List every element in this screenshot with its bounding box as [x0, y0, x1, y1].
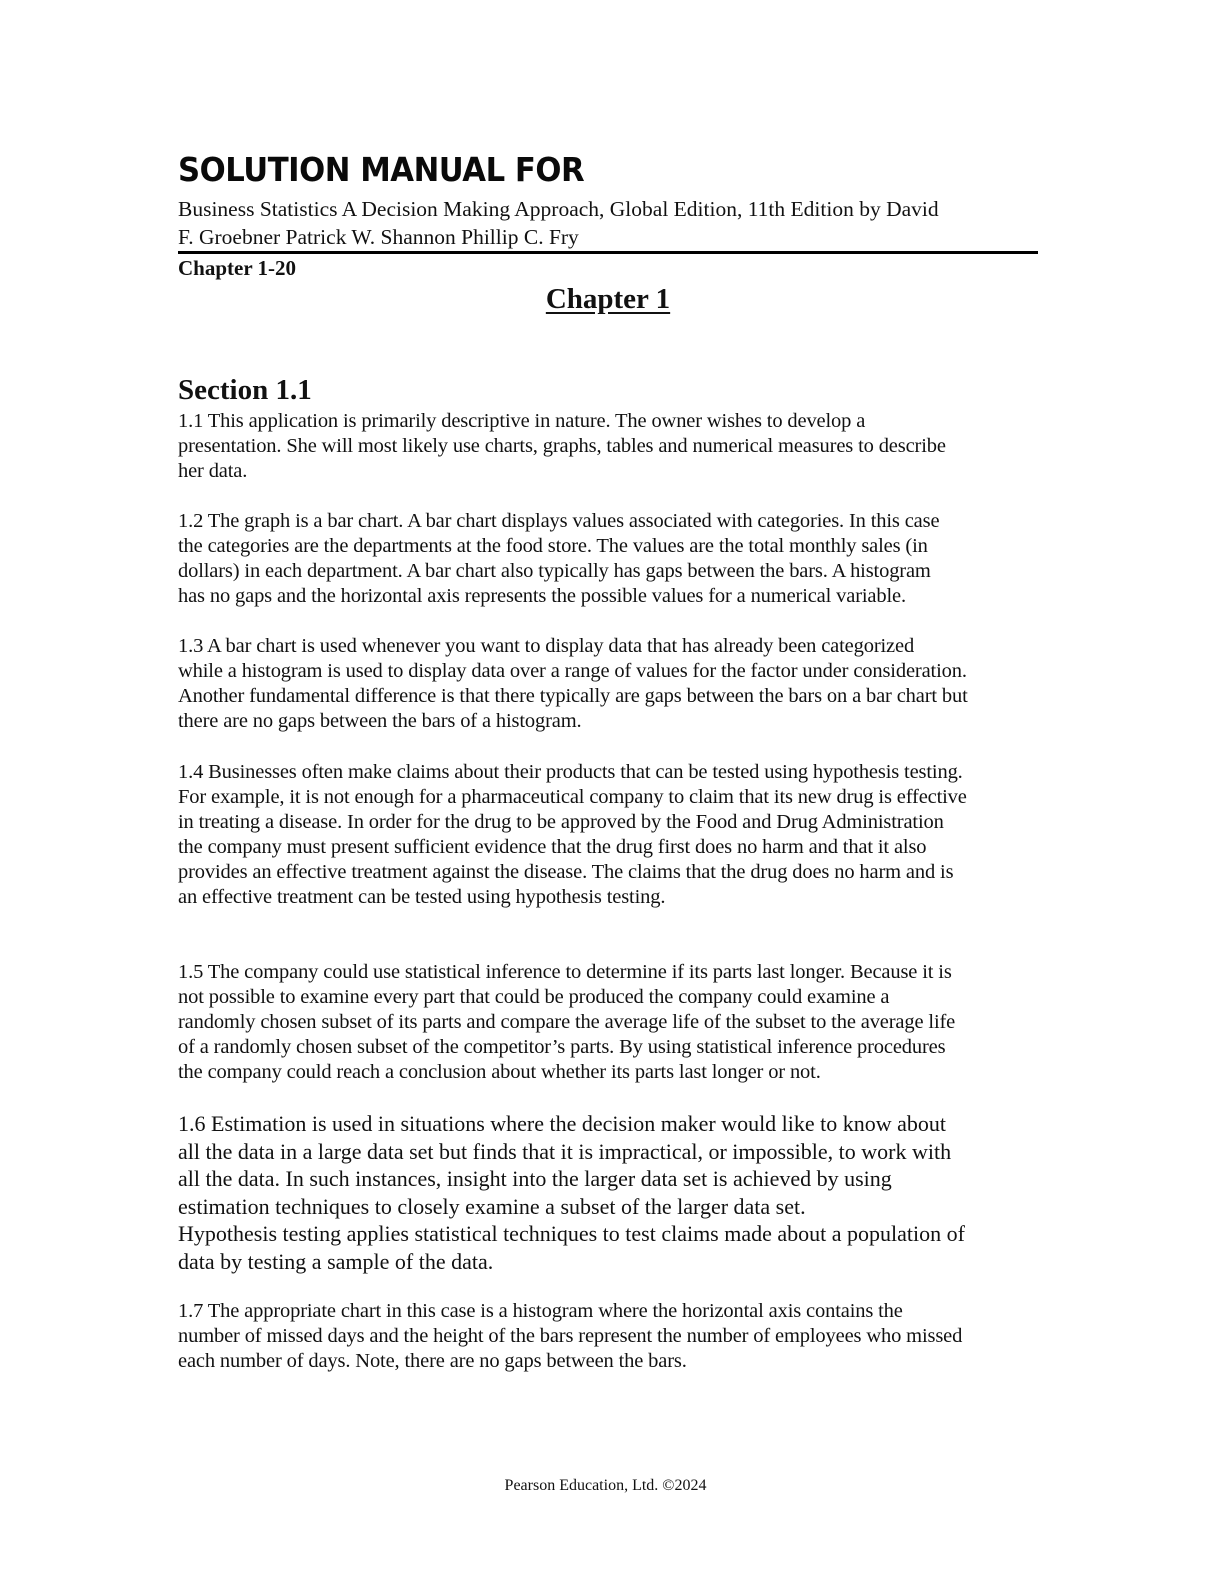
- paragraph-line: 1.4 Businesses often make claims about their products that can be tested using hypothesis testing.: [178, 761, 963, 783]
- paragraph-line: each number of days. Note, there are no gaps between the bars.: [178, 1350, 687, 1372]
- book-title-line: Business Statistics A Decision Making Approach, Global Edition, 11th Edition by David: [178, 197, 939, 221]
- answer-paragraph-1-6: [178, 1110, 1040, 1275]
- paragraph-line: 1.1 This application is primarily descriptive in nature. The owner wishes to develop a: [178, 410, 866, 432]
- paragraph-line: randomly chosen subset of its parts and compare the average life of the subset to the average life: [178, 1011, 956, 1033]
- book-title-line: F. Groebner Patrick W. Shannon Phillip C. Fry: [178, 225, 579, 249]
- paragraph-line: the company could reach a conclusion about whether its parts last longer or not.: [178, 1061, 821, 1083]
- document-page: [178, 0, 1038, 1584]
- paragraph-line: the company must present sufficient evidence that the drug first does no harm and that it also: [178, 836, 927, 858]
- paragraph-line: 1.2 The graph is a bar chart. A bar chart displays values associated with categories. In this case: [178, 510, 940, 532]
- paragraph-line: 1.5 The company could use statistical inference to determine if its parts last longer. Because it is: [178, 961, 952, 983]
- paragraph-line: 1.3 A bar chart is used whenever you want to display data that has already been categorized: [178, 635, 915, 657]
- paragraph-line: dollars) in each department. A bar chart also typically has gaps between the bars. A histogram: [178, 560, 931, 582]
- paragraph-line: of a randomly chosen subset of the competitor’s parts. By using statistical inference procedures: [178, 1036, 946, 1058]
- paragraph-line: has no gaps and the horizontal axis represents the possible values for a numerical variable.: [178, 585, 906, 607]
- answer-paragraph-1-4: [178, 760, 1040, 910]
- answer-paragraph-1-2: [178, 509, 1040, 609]
- paragraph-line: all the data in a large data set but finds that it is impractical, or impossible, to work with: [178, 1138, 952, 1164]
- paragraph-line: her data.: [178, 460, 248, 482]
- paragraph-line: the categories are the departments at the food store. The values are the total monthly sales (in: [178, 535, 928, 557]
- chapter-range: Chapter 1-20: [178, 256, 297, 280]
- answer-paragraph-1-3: [178, 634, 1040, 734]
- paragraph-line: not possible to examine every part that could be produced the company could examine a: [178, 986, 890, 1008]
- page-footer: Pearson Education, Ltd. ©2024: [504, 1477, 707, 1494]
- paragraph-line: 1.6 Estimation is used in situations where the decision maker would like to know about: [178, 1111, 947, 1136]
- paragraph-line: there are no gaps between the bars of a histogram.: [178, 710, 582, 732]
- answer-paragraph-1-1: [178, 409, 1040, 484]
- paragraph-line: all the data. In such instances, insight into the larger data set is achieved by using: [178, 1166, 892, 1191]
- paragraph-line: while a histogram is used to display data over a range of values for the factor under consideration.: [178, 660, 967, 682]
- paragraph-line: For example, it is not enough for a pharmaceutical company to claim that its new drug is effective: [178, 786, 967, 808]
- paragraph-line: data by testing a sample of the data.: [178, 1248, 494, 1274]
- paragraph-line: provides an effective treatment against the disease. The claims that the drug does no harm and is: [178, 861, 954, 883]
- paragraph-line: number of missed days and the height of the bars represent the number of employees who missed: [178, 1325, 963, 1347]
- paragraph-line: 1.7 The appropriate chart in this case is a histogram where the horizontal axis contains the: [178, 1300, 903, 1322]
- paragraph-line: Hypothesis testing applies statistical techniques to test claims made about a population of: [178, 1221, 965, 1246]
- section-heading: Section 1.1: [178, 374, 312, 406]
- paragraph-line: Another fundamental difference is that there typically are gaps between the bars on a bar chart but: [178, 685, 968, 707]
- document-title: SOLUTION MANUAL FOR: [178, 150, 585, 189]
- paragraph-line: estimation techniques to closely examine a subset of the larger data set.: [178, 1193, 806, 1219]
- answer-paragraph-1-7: [178, 1299, 1040, 1374]
- chapter-heading: Chapter 1: [545, 283, 671, 315]
- paragraph-line: an effective treatment can be tested using hypothesis testing.: [178, 886, 666, 908]
- paragraph-line: presentation. She will most likely use charts, graphs, tables and numerical measures to describe: [178, 435, 946, 457]
- paragraph-line: in treating a disease. In order for the drug to be approved by the Food and Drug Administration: [178, 811, 944, 833]
- header-divider: [178, 251, 1038, 254]
- answer-paragraph-1-5: [178, 960, 1040, 1085]
- book-title: [178, 195, 1038, 251]
